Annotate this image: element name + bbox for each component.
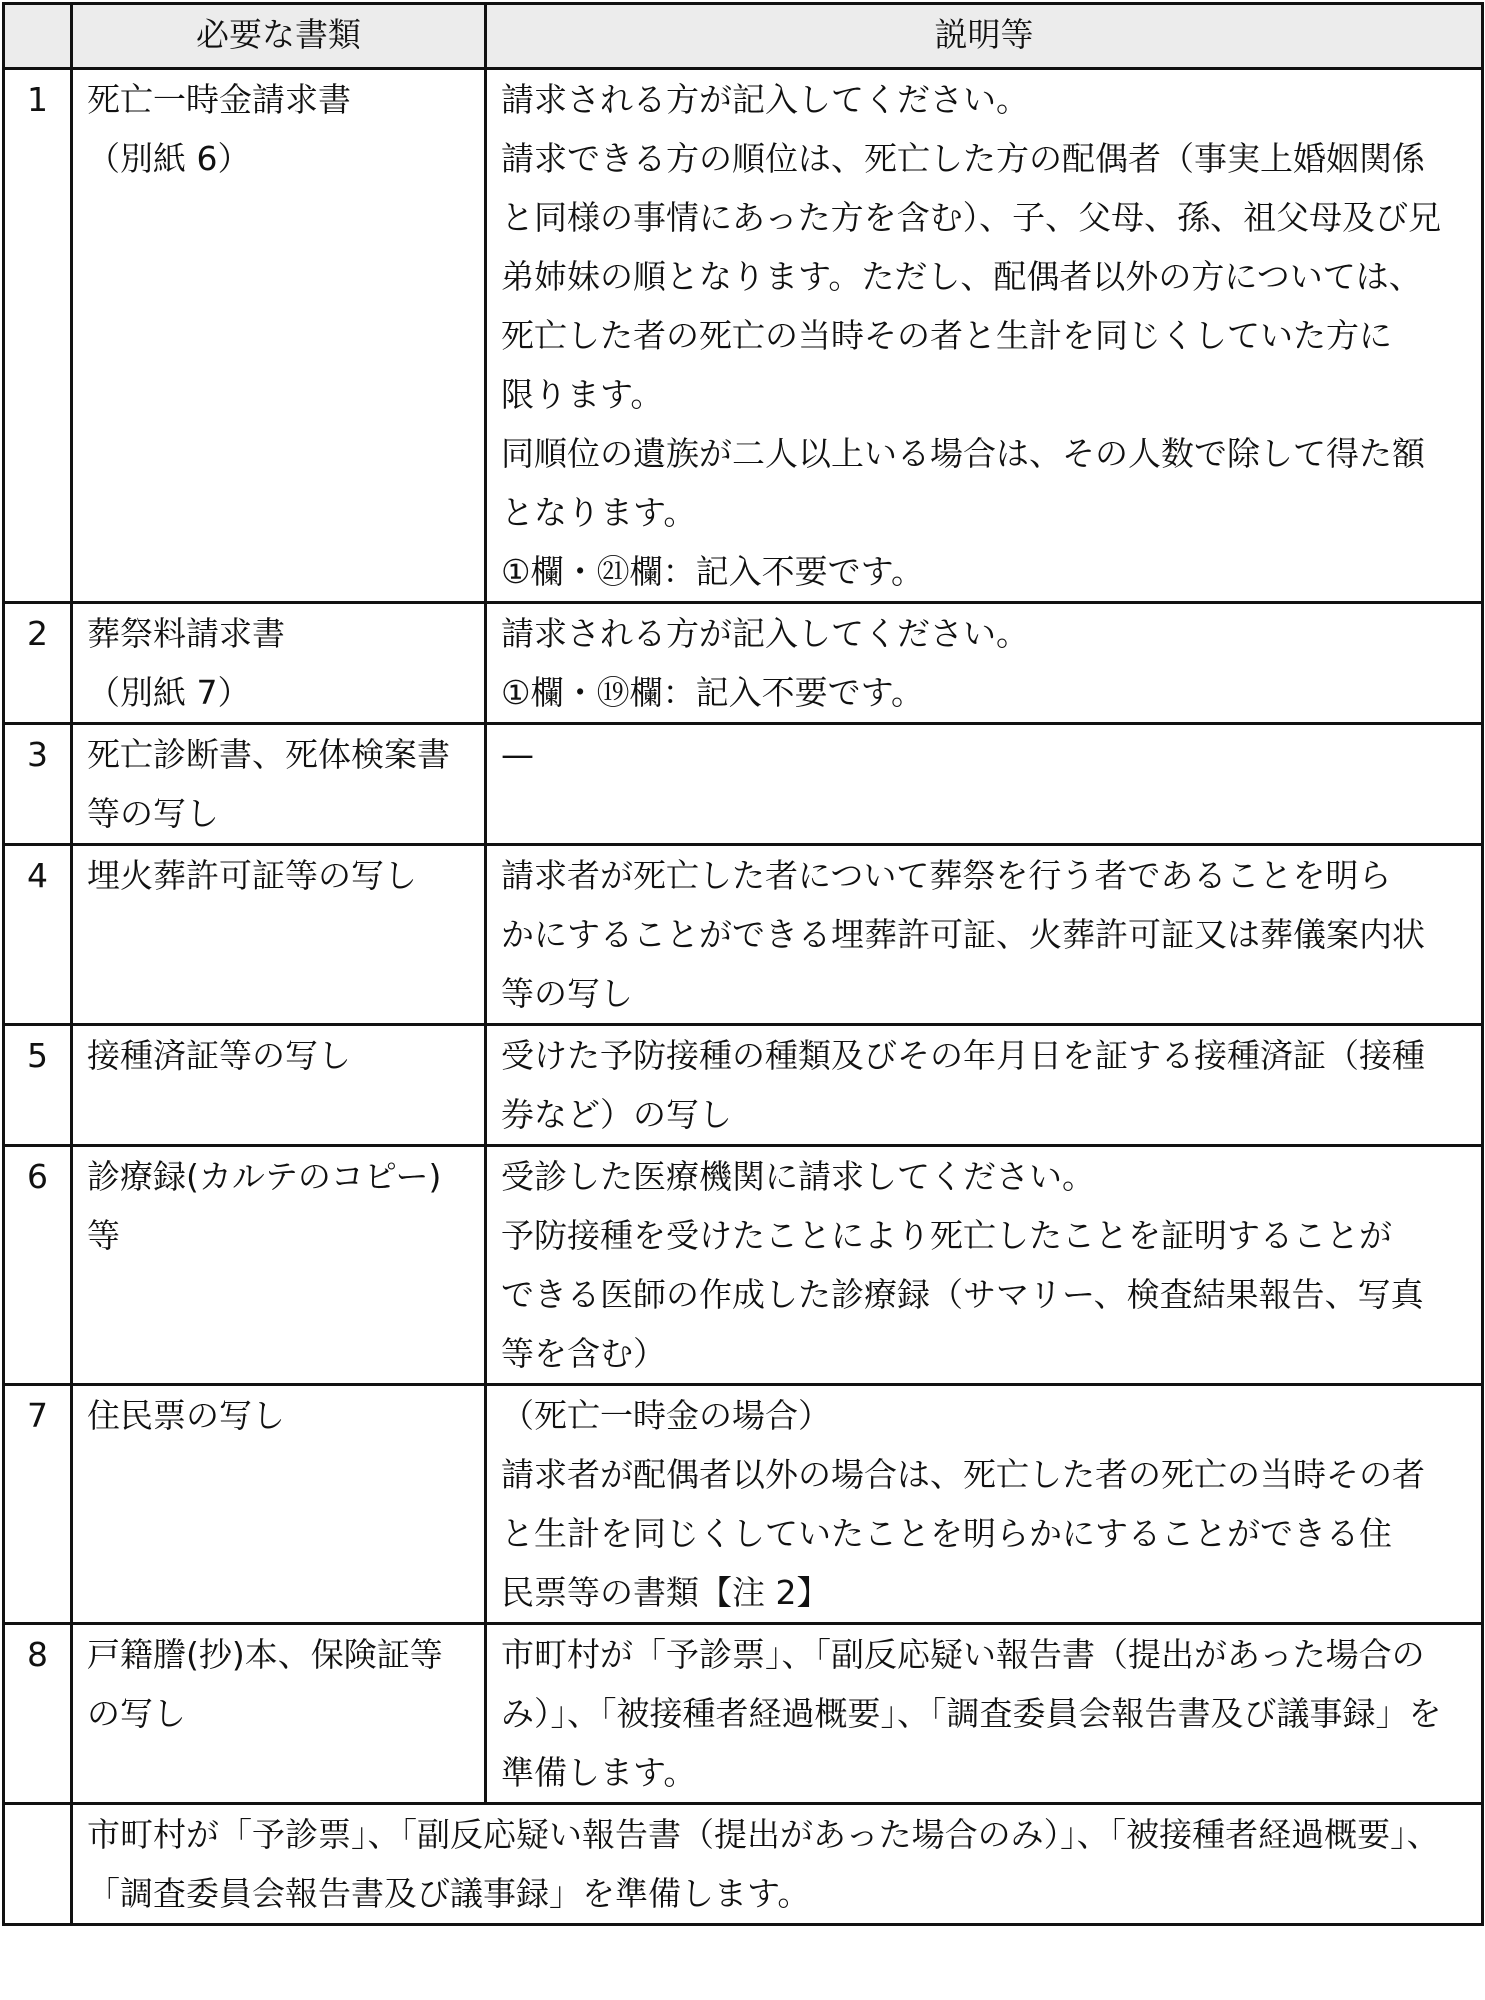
explanation-line: 限ります。: [501, 375, 664, 414]
table-row: [4, 724, 1483, 845]
row-number: 3: [4, 724, 72, 845]
explanation-line: となります。: [501, 493, 697, 532]
document-name-line: （別紙 7）: [87, 673, 251, 712]
explanation-line: 等の写し: [501, 974, 633, 1013]
document-name: [72, 1146, 486, 1385]
document-explanation: [486, 1025, 1483, 1146]
header-explanation: 説明等: [486, 4, 1483, 69]
table-row: [4, 1385, 1483, 1624]
explanation-line: 請求できる方の順位は、死亡した方の配偶者（事実上婚姻関係: [501, 139, 1425, 178]
row-number: 2: [4, 603, 72, 724]
explanation-line: 弟姉妹の順となります。ただし、配偶者以外の方については、: [501, 257, 1422, 296]
explanation-line: （死亡一時金の場合）: [501, 1396, 831, 1435]
table-row: [4, 845, 1483, 1025]
document-name-line: 等の写し: [87, 794, 219, 833]
explanation-line: かにすることができる埋葬許可証、火葬許可証又は葬儀案内状: [501, 915, 1425, 954]
document-name: [72, 1025, 486, 1146]
row-number: 6: [4, 1146, 72, 1385]
explanation-line: 受けた予防接種の種類及びその年月日を証する接種済証（接種: [501, 1036, 1425, 1075]
table-body: [4, 69, 1483, 1804]
document-name-line: 戸籍謄(抄)本、保険証等: [87, 1635, 443, 1674]
document-name-line: 住民票の写し: [87, 1396, 285, 1435]
document-name-line: 診療録(カルテのコピー): [87, 1157, 442, 1196]
document-name-line: 接種済証等の写し: [87, 1036, 351, 1075]
table-row: [4, 1025, 1483, 1146]
explanation-line: 市町村が「予診票」、「副反応疑い報告書（提出があった場合の: [501, 1635, 1425, 1674]
explanation-line: と生計を同じくしていたことを明らかにすることができる住: [501, 1514, 1392, 1553]
document-name: [72, 69, 486, 603]
explanation-line: できる医師の作成した診療録（サマリー、検査結果報告、写真: [501, 1275, 1424, 1314]
footer-note-line: 「調査委員会報告書及び議事録」を準備します。: [87, 1874, 811, 1913]
document-name: [72, 1385, 486, 1624]
explanation-line: み）」、「被接種者経過概要」、「調査委員会報告書及び議事録」を: [501, 1694, 1442, 1733]
row-number: 7: [4, 1385, 72, 1624]
table-row: [4, 1146, 1483, 1385]
document-name: [72, 1624, 486, 1804]
explanation-line: 民票等の書類【注 2】: [501, 1573, 830, 1612]
explanation-line: —: [501, 735, 534, 774]
document-explanation: [486, 1146, 1483, 1385]
header-documents: 必要な書類: [72, 4, 486, 69]
document-explanation: [486, 1624, 1483, 1804]
document-name-line: 死亡診断書、死体検案書: [87, 735, 450, 774]
document-name: [72, 845, 486, 1025]
explanation-line: 死亡した者の死亡の当時その者と生計を同じくしていた方に: [501, 316, 1392, 355]
document-name: [72, 724, 486, 845]
explanation-line: 受診した医療機関に請求してください。: [501, 1157, 1095, 1196]
document-name-line: の写し: [87, 1694, 186, 1733]
explanation-line: 請求者が死亡した者について葬祭を行う者であることを明ら: [501, 856, 1392, 895]
explanation-line: と同様の事情にあった方を含む）、子、父母、孫、祖父母及び兄: [501, 198, 1442, 237]
explanation-line: 同順位の遺族が二人以上いる場合は、その人数で除して得た額: [501, 434, 1425, 473]
document-name-line: 埋火葬許可証等の写し: [87, 856, 417, 895]
explanation-line: 等を含む）: [501, 1334, 666, 1373]
explanation-line: 準備します。: [501, 1753, 697, 1792]
document-name-line: 死亡一時金請求書: [87, 80, 351, 119]
required-documents-table: [2, 2, 1484, 1926]
document-explanation: [486, 603, 1483, 724]
document-explanation: [486, 69, 1483, 603]
document-name-line: （別紙 6）: [87, 139, 251, 178]
row-number: 8: [4, 1624, 72, 1804]
row-number: 5: [4, 1025, 72, 1146]
explanation-line: 請求される方が記入してください。: [501, 614, 1029, 653]
footer-empty-cell: [4, 1804, 72, 1925]
explanation-line: 予防接種を受けたことにより死亡したことを証明することが: [501, 1216, 1392, 1255]
table-row: [4, 603, 1483, 724]
document-explanation: [486, 724, 1483, 845]
footer-note-row: [4, 1804, 1483, 1925]
explanation-line: ①欄・⑲欄：記入不要です。: [501, 673, 924, 712]
table-row: [4, 69, 1483, 603]
document-name: [72, 603, 486, 724]
table-header-row: [4, 4, 1483, 69]
table-row: [4, 1624, 1483, 1804]
explanation-line: 請求される方が記入してください。: [501, 80, 1029, 119]
header-number: [4, 4, 72, 69]
document-name-line: 等: [87, 1216, 120, 1255]
explanation-line: 券など）の写し: [501, 1095, 732, 1134]
row-number: 1: [4, 69, 72, 603]
explanation-line: ①欄・㉑欄：記入不要です。: [501, 552, 924, 591]
footer-note: [72, 1804, 1483, 1925]
footer-note-line: 市町村が「予診票」、「副反応疑い報告書（提出があった場合のみ）」、「被接種者経過概要」、: [87, 1815, 1440, 1854]
document-name-line: 葬祭料請求書: [87, 614, 285, 653]
document-explanation: [486, 1385, 1483, 1624]
row-number: 4: [4, 845, 72, 1025]
explanation-line: 請求者が配偶者以外の場合は、死亡した者の死亡の当時その者: [501, 1455, 1425, 1494]
document-explanation: [486, 845, 1483, 1025]
